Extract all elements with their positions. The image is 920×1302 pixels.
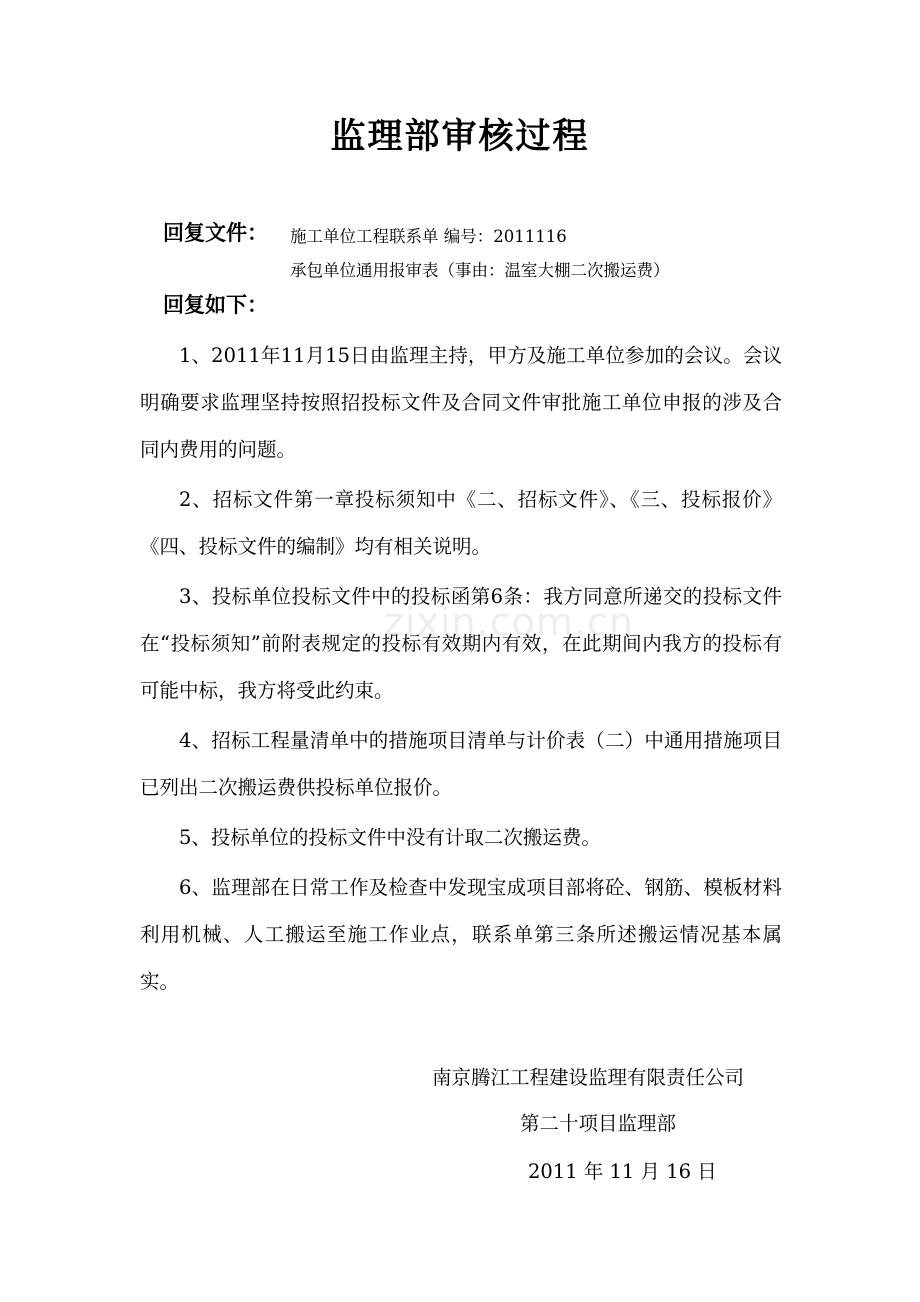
page-title: 监理部审核过程 [330, 117, 590, 157]
reply-body [140, 332, 782, 1008]
signature-department: 第二十项目监理部 [520, 1112, 677, 1135]
reply-files-label: 回复文件： [163, 221, 268, 245]
reply-files-list [290, 220, 670, 288]
body-paragraph: 1、2011年11月15日由监理主持，甲方及施工单位参加的会议。会议明确要求监理坚持按照招投标文件及合同文件审批施工单位申报的涉及合同内费用的问题。 [140, 344, 782, 461]
reply-below-label: 回复如下： [163, 293, 268, 317]
body-paragraph: 5、投标单位的投标文件中没有计取二次搬运费。 [179, 826, 601, 849]
watermark-text: zixin.com.cn [384, 600, 634, 644]
reply-file-item: 承包单位通用报审表（事由：温室大棚二次搬运费） [290, 261, 670, 280]
body-paragraph: 2、招标文件第一章投标须知中《二、招标文件》、《三、投标报价》《四、投标文件的编制》均有相关说明。 [140, 488, 782, 558]
signature-company: 南京腾江工程建设监理有限责任公司 [432, 1066, 745, 1089]
body-paragraph: 3、投标单位投标文件中的投标函第6条：我方同意所递交的投标文件在“投标须知”前附表规定的投标有效期内有效，在此期间内我方的投标有可能中标，我方将受此约束。 [140, 585, 782, 702]
reply-file-item: 施工单位工程联系单 编号：2011116 [290, 227, 567, 246]
body-paragraph: 6、监理部在日常工作及检查中发现宝成项目部将砼、钢筋、模板材料利用机械、人工搬运至施工作业点，联系单第三条所述搬运情况基本属实。 [140, 876, 782, 993]
signature-date: 2011 年 11 月 16 日 [528, 1160, 717, 1183]
body-paragraph: 4、招标工程量清单中的措施项目清单与计价表（二）中通用措施项目已列出二次搬运费供投标单位报价。 [140, 729, 782, 799]
